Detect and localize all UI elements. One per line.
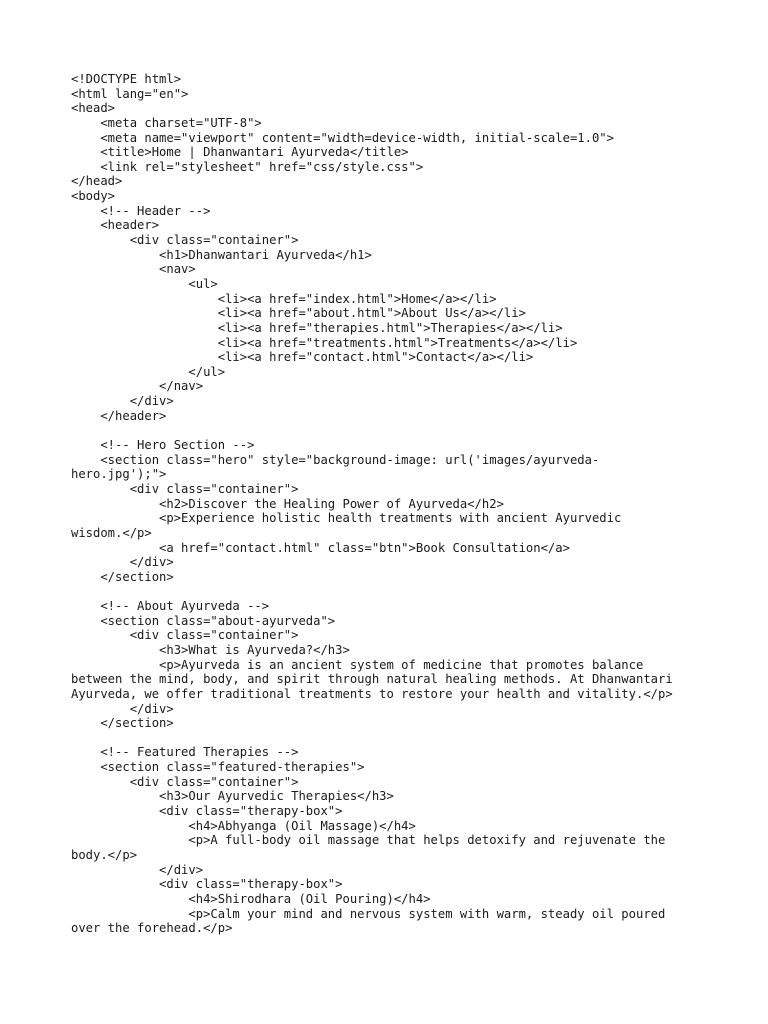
code-line: over the forehead.</p> <box>71 921 233 936</box>
code-line: </head> <box>71 174 123 189</box>
code-line: <p>Experience holistic health treatments with ancient Ayurvedic <box>71 511 622 526</box>
code-line: <title>Home | Dhanwantari Ayurveda</title> <box>71 145 409 160</box>
code-line: <h1>Dhanwantari Ayurveda</h1> <box>71 247 372 262</box>
code-line: </ul> <box>71 364 226 379</box>
code-line: <div class="container"> <box>71 774 299 789</box>
code-line: wisdom.</p> <box>71 525 152 540</box>
code-line: <p>A full-body oil massage that helps detoxify and rejuvenate the <box>71 833 666 848</box>
code-line: <link rel="stylesheet" href="css/style.css"> <box>71 159 424 174</box>
code-line: <div class="container"> <box>71 628 299 643</box>
code-line: <h4>Abhyanga (Oil Massage)</h4> <box>71 818 416 833</box>
code-line: <div class="therapy-box"> <box>71 804 343 819</box>
code-line: </div> <box>71 394 174 409</box>
code-line: <a href="contact.html" class="btn">Book Consultation</a> <box>71 540 570 555</box>
code-line: <h2>Discover the Healing Power of Ayurveda</h2> <box>71 496 504 511</box>
code-line: <meta name="viewport" content="width=device-width, initial-scale=1.0"> <box>71 130 614 145</box>
code-line: hero.jpg');"> <box>71 467 167 482</box>
code-line: <div class="container"> <box>71 481 299 496</box>
code-line: <nav> <box>71 262 196 277</box>
code-line: <h3>Our Ayurvedic Therapies</h3> <box>71 789 394 804</box>
code-line: body.</p> <box>71 847 138 862</box>
code-line: </section> <box>71 569 174 584</box>
code-line: </div> <box>71 862 204 877</box>
code-line: <h3>What is Ayurveda?</h3> <box>71 642 350 657</box>
code-line: <div class="container"> <box>71 233 299 248</box>
code-line: <section class="featured-therapies"> <box>71 760 365 775</box>
code-line: <!DOCTYPE html> <box>71 72 182 86</box>
code-line: <p>Ayurveda is an ancient system of medicine that promotes balance <box>71 657 644 672</box>
code-line: </div> <box>71 555 174 570</box>
code-line: <!-- Header --> <box>71 203 211 218</box>
code-line <box>71 584 711 599</box>
code-line: <p>Calm your mind and nervous system with warm, steady oil poured <box>71 906 666 921</box>
code-line: <li><a href="therapies.html">Therapies</a></li> <box>71 320 563 335</box>
code-line: </header> <box>71 408 167 423</box>
code-line: <header> <box>71 218 160 233</box>
code-listing <box>71 72 711 936</box>
code-line <box>71 731 711 746</box>
code-line: <section class="hero" style="background-image: url('images/ayurveda- <box>71 452 600 467</box>
code-line: <!-- Featured Therapies --> <box>71 745 299 760</box>
code-line: <li><a href="index.html">Home</a></li> <box>71 291 497 306</box>
code-line: <h4>Shirodhara (Oil Pouring)</h4> <box>71 891 431 906</box>
code-line: <div class="therapy-box"> <box>71 877 343 892</box>
code-line: <!-- Hero Section --> <box>71 438 255 453</box>
code-line: <html lang="en"> <box>71 86 189 101</box>
code-line: Ayurveda, we offer traditional treatments to restore your health and vitality.</p> <box>71 686 673 701</box>
code-line: <li><a href="contact.html">Contact</a></li> <box>71 350 534 365</box>
code-line: </section> <box>71 716 174 731</box>
code-line: <li><a href="about.html">About Us</a></li> <box>71 306 526 321</box>
code-line: <body> <box>71 189 116 204</box>
code-line: <!-- About Ayurveda --> <box>71 599 270 614</box>
code-line: between the mind, body, and spirit through natural healing methods. At Dhanwantari <box>71 672 673 687</box>
code-line: <ul> <box>71 276 218 291</box>
code-line: <section class="about-ayurveda"> <box>71 613 336 628</box>
code-line <box>71 423 711 438</box>
code-line: </nav> <box>71 379 204 394</box>
code-line: <li><a href="treatments.html">Treatments</a></li> <box>71 335 578 350</box>
code-line: <head> <box>71 101 116 116</box>
code-line: </div> <box>71 701 174 716</box>
code-line: <meta charset="UTF-8"> <box>71 115 262 130</box>
